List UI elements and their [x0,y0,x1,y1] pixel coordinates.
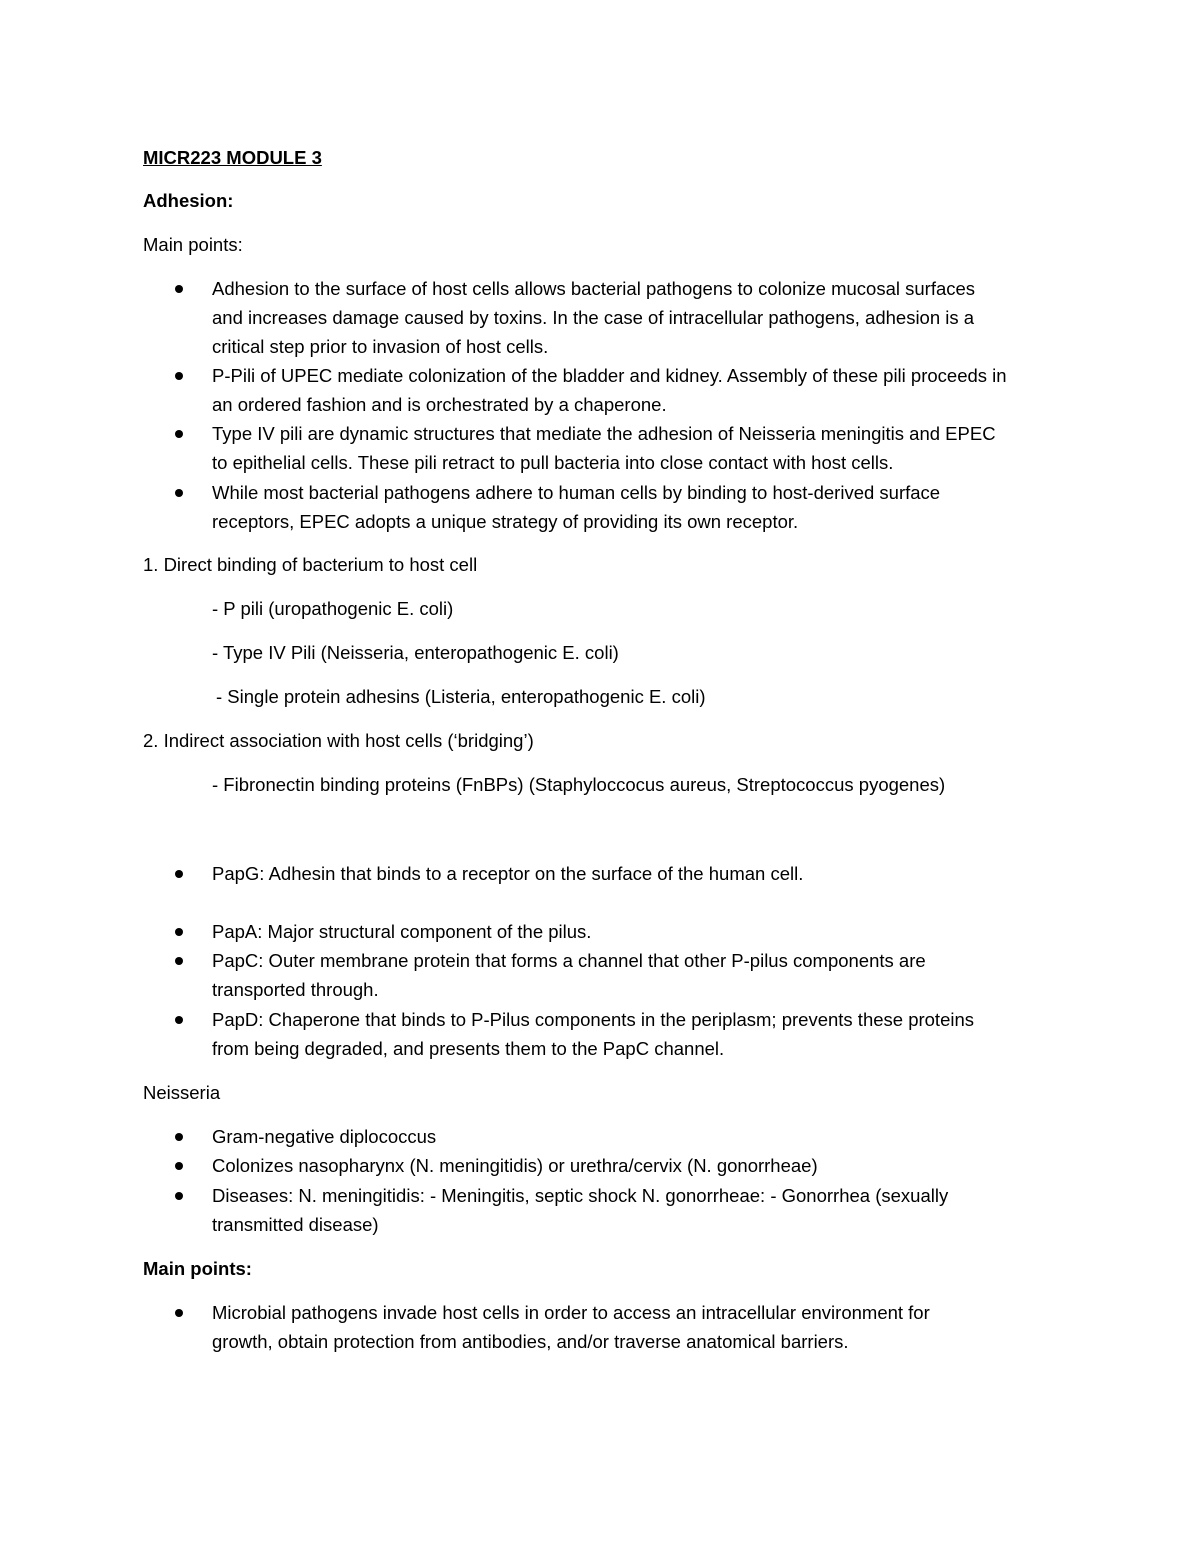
list-item-line: PapG: Adhesin that binds to a receptor on the surface of the human cell. [212,863,804,884]
list-item-line: transmitted disease) [212,1214,379,1235]
bullet-icon [175,1162,183,1170]
bullet-icon [175,1133,183,1141]
list-item-line: to epithelial cells. These pili retract to pull bacteria into close contact with host cells. [212,452,894,473]
list-item-line: PapD: Chaperone that binds to P-Pilus components in the periplasm; prevents these proteins [212,1009,975,1030]
bullet-icon [175,957,183,965]
list-item-line: PapC: Outer membrane protein that forms a channel that other P-pilus components are [212,950,926,971]
section-heading-neisseria: Neisseria [143,1082,221,1103]
bullet-icon [175,285,183,293]
bullet-icon [175,430,183,438]
list-item-line: Adhesion to the surface of host cells allows bacterial pathogens to colonize mucosal surfaces [212,278,976,299]
list-item-line: and increases damage caused by toxins. In the case of intracellular pathogens, adhesion is a [212,307,975,328]
bullet-icon [175,372,183,380]
list-item-line: While most bacterial pathogens adhere to human cells by binding to host-derived surface [212,482,941,503]
numbered-heading-direct-binding: 1. Direct binding of bacterium to host cell [143,554,478,575]
bullet-icon [175,1192,183,1200]
list-item-line: Gram-negative diplococcus [212,1126,437,1147]
list-item-line: Type IV pili are dynamic structures that mediate the adhesion of Neisseria meningitis and EPEC [212,423,996,444]
subheading-main-points: Main points: [143,234,243,255]
sub-item: - P pili (uropathogenic E. coli) [212,598,454,619]
section-heading-adhesion: Adhesion: [143,190,234,211]
list-item-line: Microbial pathogens invade host cells in order to access an intracellular environment for [212,1302,930,1323]
list-item-line: Diseases: N. meningitidis: - Meningitis, septic shock N. gonorrheae: - Gonorrhea (sexually [212,1185,949,1206]
sub-item: - Fibronectin binding proteins (FnBPs) (Staphyloccocus aureus, Streptococcus pyogenes) [212,774,946,795]
document-title: MICR223 MODULE 3 [143,147,322,168]
bullet-icon [175,870,183,878]
bullet-icon [175,489,183,497]
bullet-icon [175,1309,183,1317]
bullet-icon [175,1016,183,1024]
list-item-line: from being degraded, and presents them to the PapC channel. [212,1038,725,1059]
list-item-line: receptors, EPEC adopts a unique strategy of providing its own receptor. [212,511,799,532]
list-item-line: P-Pili of UPEC mediate colonization of the bladder and kidney. Assembly of these pili proceeds in [212,365,1007,386]
list-item-line: an ordered fashion and is orchestrated by a chaperone. [212,394,667,415]
numbered-heading-indirect-association: 2. Indirect association with host cells (‘bridging’) [143,730,534,751]
sub-item: - Single protein adhesins (Listeria, enteropathogenic E. coli) [216,686,706,707]
list-item-line: growth, obtain protection from antibodies, and/or traverse anatomical barriers. [212,1331,849,1352]
list-item-line: PapA: Major structural component of the pilus. [212,921,592,942]
section-heading-main-points: Main points: [143,1258,252,1279]
list-item-line: transported through. [212,979,379,1000]
list-item-line: critical step prior to invasion of host cells. [212,336,549,357]
list-item-line: Colonizes nasopharynx (N. meningitidis) or urethra/cervix (N. gonorrheae) [212,1155,818,1176]
bullet-icon [175,928,183,936]
sub-item: - Type IV Pili (Neisseria, enteropathogenic E. coli) [212,642,619,663]
